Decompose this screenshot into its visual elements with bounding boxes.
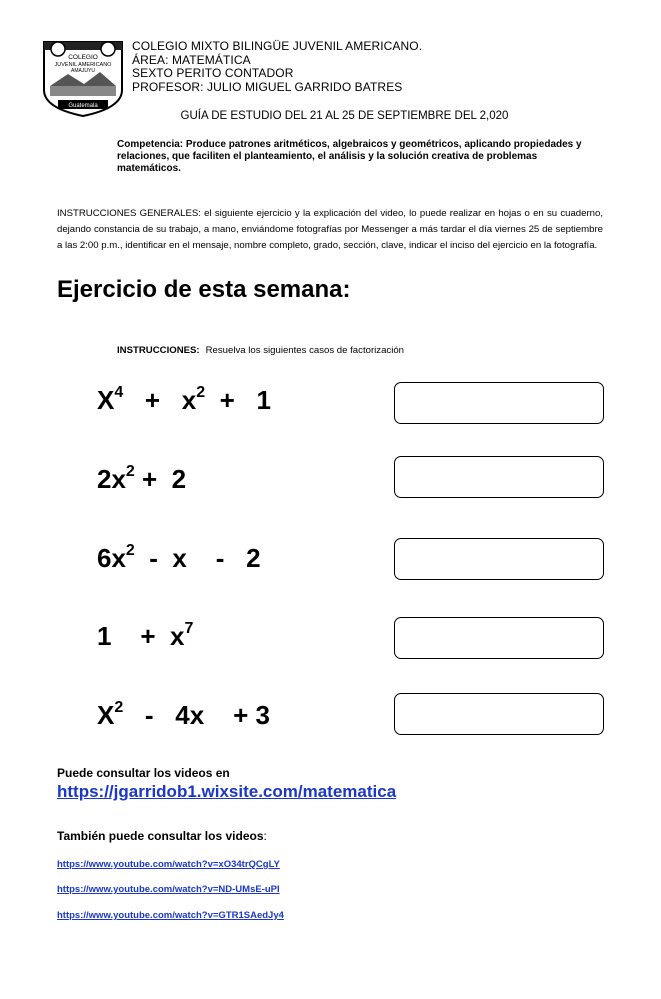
logo-line1: COLEGIO bbox=[68, 54, 98, 61]
answer-box-1[interactable] bbox=[394, 382, 604, 424]
youtube-link-1[interactable]: https://www.youtube.com/watch?v=xO34trQCgLY bbox=[57, 859, 280, 870]
school-name: COLEGIO MIXTO BILINGÜE JUVENIL AMERICANO. bbox=[132, 39, 423, 53]
e1-exp-b: 2 bbox=[196, 384, 206, 402]
e4-term-a: 1 + x bbox=[97, 621, 185, 651]
e2-term-a: 2x bbox=[97, 464, 126, 494]
e5-exp-a: 2 bbox=[114, 699, 124, 717]
e2-exp-a: 2 bbox=[125, 463, 135, 481]
videos-also-label bbox=[57, 829, 267, 843]
exercise-1 bbox=[97, 385, 271, 416]
guide-title: GUÍA DE ESTUDIO DEL 21 AL 25 DE SEPTIEMBRE DEL 2,020 bbox=[180, 110, 509, 122]
youtube-link-2[interactable]: https://www.youtube.com/watch?v=ND-UMsE-uPI bbox=[57, 884, 280, 895]
section-title: Ejercicio de esta semana: bbox=[57, 276, 351, 303]
teacher-line: PROFESOR: JULIO MIGUEL GARRIDO BATRES bbox=[132, 79, 403, 94]
answer-box-3[interactable] bbox=[394, 538, 604, 580]
e1-term-b: + x bbox=[123, 385, 197, 415]
logo-line2: JUVENIL AMERICANO bbox=[54, 62, 112, 68]
answer-box-5[interactable] bbox=[394, 693, 604, 735]
exercise-5 bbox=[97, 700, 270, 731]
answer-box-4[interactable] bbox=[394, 617, 604, 659]
school-header bbox=[132, 40, 422, 94]
grade-line: SEXTO PERITO CONTADOR bbox=[132, 66, 294, 80]
also-label-colon: : bbox=[263, 829, 267, 843]
e2-term-b: + 2 bbox=[134, 464, 187, 494]
school-logo bbox=[40, 38, 126, 118]
e5-term-a: X bbox=[97, 700, 115, 730]
exercise-2 bbox=[97, 464, 186, 495]
exercise-instructions-text: Resuelva los siguientes casos de factorización bbox=[205, 345, 405, 356]
general-instructions: INSTRUCCIONES GENERALES: el siguiente ejercicio y la explicación del video, lo puede realizar en hojas o en su cuaderno, dejando constancia de su trabajo, a mano, enviándome fotografías por Messenger a más tardar el día viernes 25 de septiembre a las 2:00 p.m., identificar en el mensaje, nombre completo, grado, sección, clave, indicar el inciso del ejercicio en la fotografía. bbox=[57, 208, 603, 251]
e3-term-b: - x - 2 bbox=[134, 543, 261, 573]
logo-line3: AMAJUYU bbox=[71, 68, 95, 74]
youtube-link-3[interactable]: https://www.youtube.com/watch?v=GTR1SAedJy4 bbox=[57, 910, 284, 921]
exercise-3 bbox=[97, 543, 261, 574]
videos-intro: Puede consultar los videos en bbox=[57, 766, 230, 780]
competencia-text: Competencia: Produce patrones aritméticos, algebraicos y geométricos, aplicando propiedades y relaciones, que faciliten el planteamiento, el análisis y la solución creativa de problemas matemáticos. bbox=[117, 139, 582, 174]
area-line: ÁREA: MATEMÁTICA bbox=[132, 52, 251, 67]
exercise-instructions-label: INSTRUCCIONES: bbox=[117, 345, 200, 356]
logo-banner: Guatemala bbox=[68, 103, 98, 109]
e1-exp-a: 4 bbox=[114, 384, 124, 402]
also-label-text: También puede consultar los videos bbox=[57, 829, 264, 843]
exercise-instructions bbox=[117, 345, 404, 356]
e5-term-b: - 4x + 3 bbox=[123, 700, 270, 730]
e1-term-c: + 1 bbox=[205, 385, 271, 415]
e3-term-a: 6x bbox=[97, 543, 126, 573]
wixsite-link[interactable]: https://jgarridob1.wixsite.com/matematica bbox=[57, 782, 397, 801]
e1-term-a: X bbox=[97, 385, 115, 415]
answer-box-2[interactable] bbox=[394, 456, 604, 498]
e4-exp-a: 7 bbox=[184, 620, 194, 638]
e3-exp-a: 2 bbox=[125, 542, 135, 560]
exercise-4 bbox=[97, 621, 193, 652]
